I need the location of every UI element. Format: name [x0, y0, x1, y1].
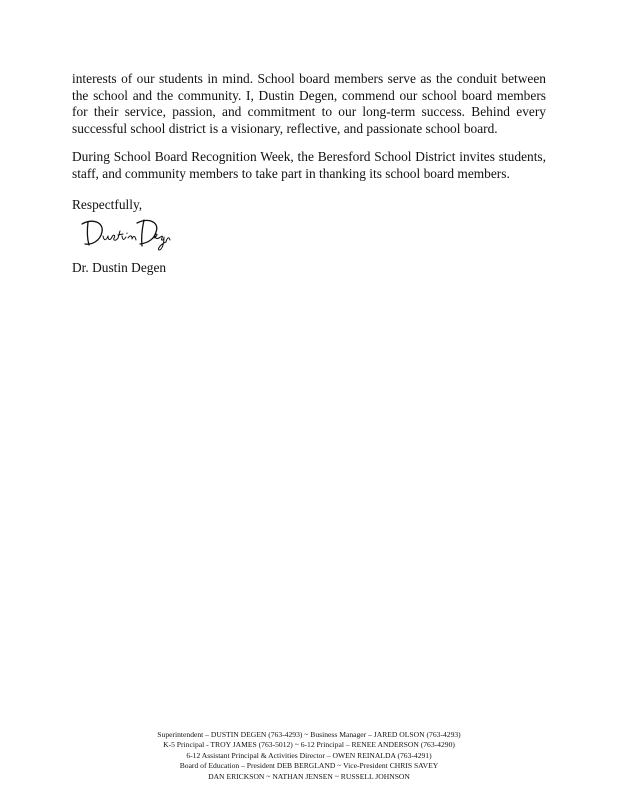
footer-line: Board of Education – President DEB BERGLAND ~ Vice-President CHRIS SAVEY: [179, 761, 439, 771]
footer-line: K-5 Principal - TROY JAMES (763-5012) ~ 6-12 Principal – RENEE ANDERSON (763-4290): [163, 740, 455, 750]
signer-name: Dr. Dustin Degen: [72, 260, 167, 275]
handwritten-signature: [78, 214, 174, 254]
footer-line: DAN ERICKSON ~ NATHAN JENSEN ~ RUSSELL JOHNSON: [208, 771, 410, 781]
body-paragraph: interests of our students in mind. School board members serve as the conduit between the school and the community. I, Dustin Degen, commend our school board members for their service, passion, and commitment to our long-term success. Behind every successful school district is a visionary, reflective, and passionate school board.: [72, 71, 546, 136]
closing-salutation: Respectfully,: [72, 197, 143, 212]
footer-line: 6-12 Assistant Principal & Activities Director – OWEN REINALDA (763-4291): [186, 750, 432, 760]
body-paragraph: During School Board Recognition Week, the Beresford School District invites students, staff, and community members to take part in thanking its school board members.: [72, 149, 546, 181]
letterhead-footer: [0, 730, 618, 782]
footer-line: Superintendent – DUSTIN DEGEN (763-4293) ~ Business Manager – JARED OLSON (763-4293): [157, 730, 461, 739]
letter-body: [72, 71, 546, 182]
